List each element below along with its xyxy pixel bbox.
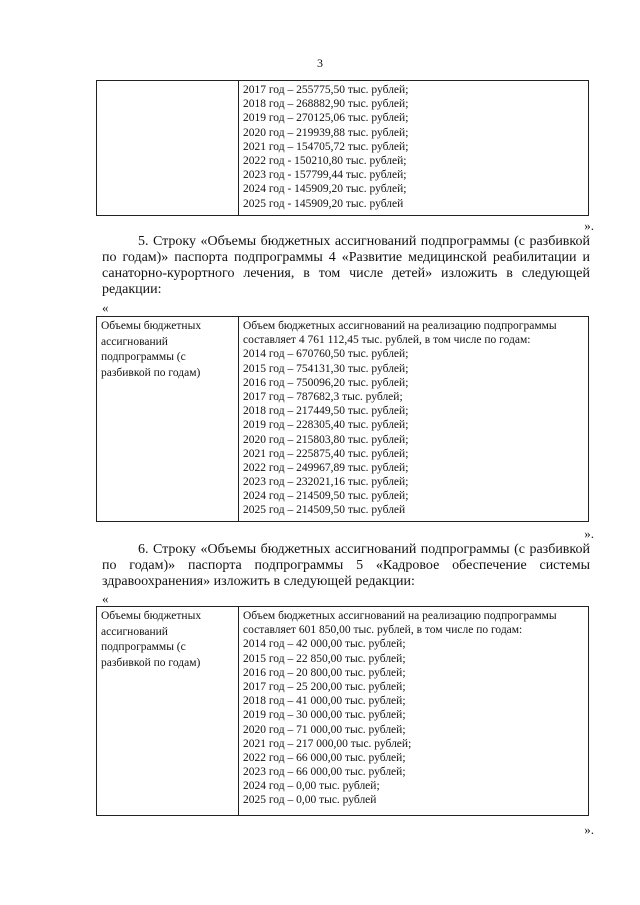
- budget-table-subprogram-5: [96, 606, 589, 816]
- closing-quote: ».: [584, 526, 594, 541]
- table-line: 2024 год – 214509,50 тыс. рублей;: [243, 490, 409, 503]
- table-line: 2014 год – 670760,50 тыс. рублей;: [243, 348, 409, 361]
- page-number: 3: [317, 56, 323, 70]
- table-values-cell: [239, 317, 589, 522]
- paragraph-item-6: 6. Строку «Объемы бюджетных ассигнований подпрограммы (с разбивкой по годам)» паспорта подпрограммы 5 «Кадровое обеспечение системы здравоохранения» изложить в следующей редакции:: [102, 542, 590, 589]
- table-line: 2025 год - 145909,20 тыс. рублей: [243, 197, 404, 210]
- table-line: 2024 год – 0,00 тыс. рублей;: [243, 780, 380, 793]
- budget-table-continued: [96, 80, 589, 216]
- table-line: 2015 год – 22 850,00 тыс. рублей;: [243, 652, 406, 665]
- table-line: 2023 год – 232021,16 тыс. рублей;: [243, 476, 409, 489]
- table-line: 2024 год - 145909,20 тыс. рублей;: [243, 183, 407, 196]
- table-values-cell: [239, 81, 589, 216]
- budget-table-subprogram-4: [96, 316, 589, 522]
- opening-quote: «: [102, 300, 109, 315]
- table-line: 2020 год – 71 000,00 тыс. рублей;: [243, 723, 406, 736]
- table-line: Объем бюджетных ассигнований на реализацию подпрограммы: [243, 610, 557, 622]
- table-line: 2022 год - 150210,80 тыс. рублей;: [243, 154, 407, 167]
- table-line: 2016 год – 750096,20 тыс. рублей;: [243, 376, 409, 389]
- table-label-cell: Объемы бюджетных ассигнований подпрограммы (с разбивкой по годам): [97, 317, 239, 522]
- table-line: 2020 год – 219939,88 тыс. рублей;: [243, 126, 409, 139]
- table-line: 2025 год – 214509,50 тыс. рублей: [243, 504, 406, 517]
- table-line: Объем бюджетных ассигнований на реализацию подпрограммы: [243, 320, 557, 332]
- table-line: 2018 год – 268882,90 тыс. рублей;: [243, 98, 409, 111]
- table-line: 2021 год – 225875,40 тыс. рублей;: [243, 447, 409, 460]
- table-line: 2023 год – 66 000,00 тыс. рублей;: [243, 766, 406, 779]
- table-line: 2017 год – 255775,50 тыс. рублей;: [243, 84, 409, 96]
- table-line: составляет 4 761 112,45 тыс. рублей, в том числе по годам:: [243, 334, 531, 347]
- table-line: 2017 год – 787682,3 тыс. рублей;: [243, 390, 403, 403]
- table-line: 2019 год – 270125,06 тыс. рублей;: [243, 112, 409, 125]
- table-line: 2014 год – 42 000,00 тыс. рублей;: [243, 638, 406, 651]
- table-line: 2016 год – 20 800,00 тыс. рублей;: [243, 666, 406, 679]
- table-line: 2025 год – 0,00 тыс. рублей: [243, 794, 377, 807]
- table-line: 2022 год – 249967,89 тыс. рублей;: [243, 461, 409, 474]
- table-line: 2021 год – 154705,72 тыс. рублей;: [243, 140, 409, 153]
- closing-quote: ».: [584, 822, 594, 837]
- table-line: 2020 год – 215803,80 тыс. рублей;: [243, 433, 409, 446]
- closing-quote: ».: [584, 218, 594, 233]
- opening-quote: «: [102, 591, 109, 606]
- table-line: 2022 год – 66 000,00 тыс. рублей;: [243, 751, 406, 764]
- table-line: 2017 год – 25 200,00 тыс. рублей;: [243, 680, 406, 693]
- table-label-cell: [97, 81, 239, 216]
- table-line: 2023 год - 157799,44 тыс. рублей;: [243, 169, 407, 182]
- table-line: 2015 год – 754131,30 тыс. рублей;: [243, 362, 409, 375]
- table-line: 2019 год – 30 000,00 тыс. рублей;: [243, 709, 406, 722]
- table-line: 2019 год – 228305,40 тыс. рублей;: [243, 419, 409, 432]
- table-line: составляет 601 850,00 тыс. рублей, в том числе по годам:: [243, 624, 523, 637]
- table-line: 2018 год – 217449,50 тыс. рублей;: [243, 405, 409, 418]
- table-values-cell: [239, 607, 589, 816]
- table-line: 2021 год – 217 000,00 тыс. рублей;: [243, 737, 412, 750]
- paragraph-item-5: 5. Строку «Объемы бюджетных ассигнований подпрограммы (с разбивкой по годам)» паспорта подпрограммы 4 «Развитие медицинской реабилитации и санаторно-курортного лечения, в том числе детей» изложить в следующей редакции:: [102, 234, 590, 297]
- table-line: 2018 год – 41 000,00 тыс. рублей;: [243, 695, 406, 708]
- table-label-cell: Объемы бюджетных ассигнований подпрограммы (с разбивкой по годам): [97, 607, 239, 816]
